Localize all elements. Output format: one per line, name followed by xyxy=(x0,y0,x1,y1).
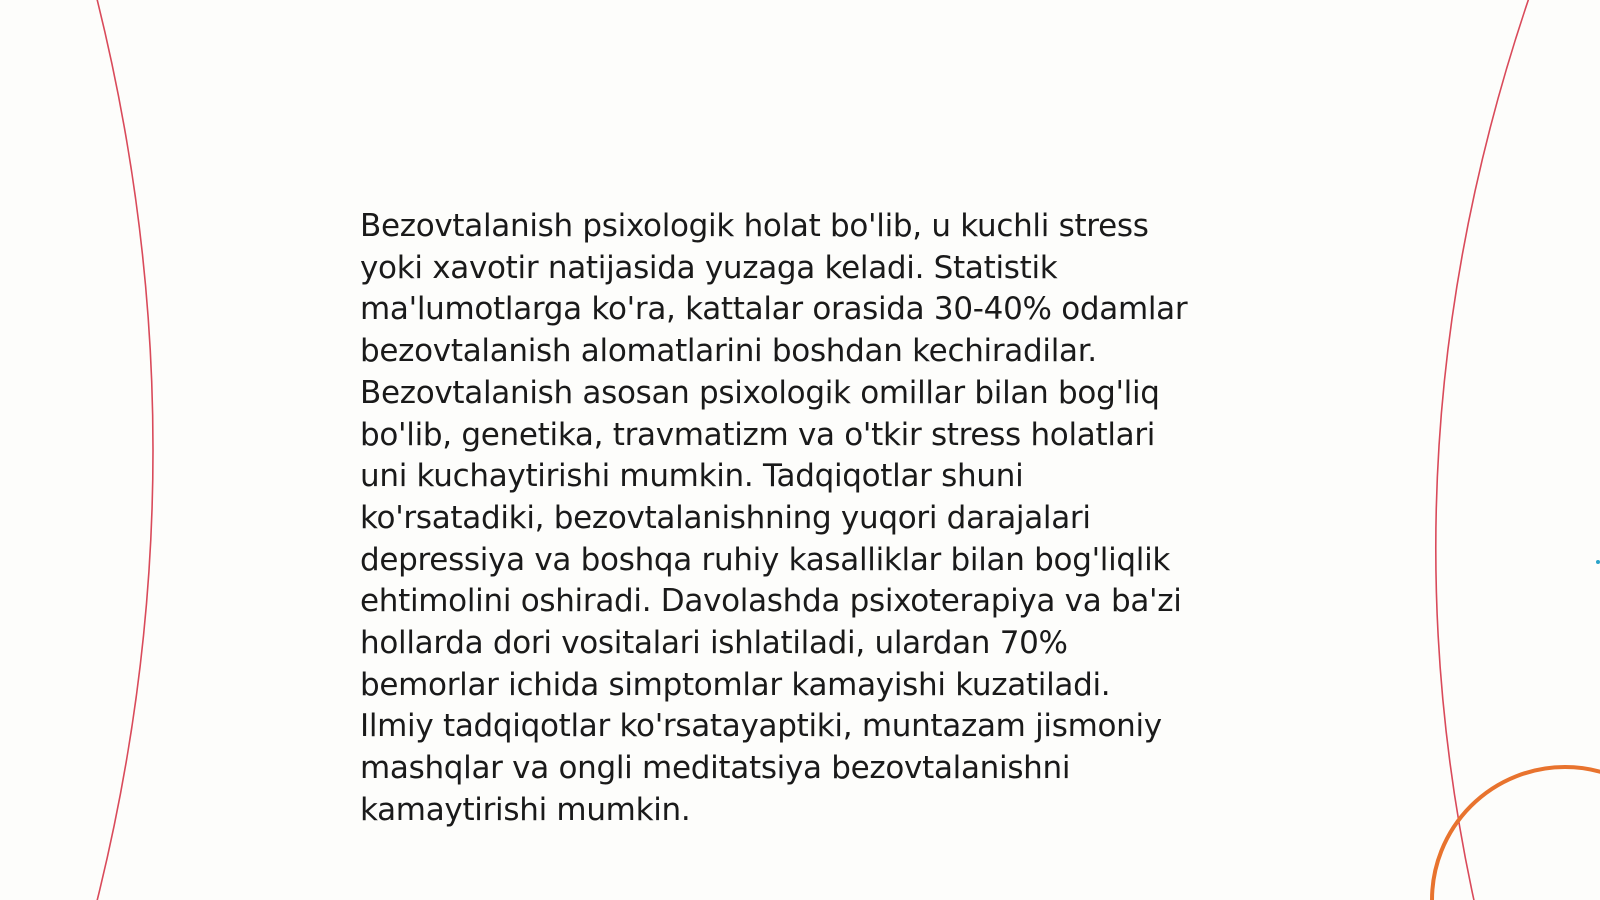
paragraph-line: bezovtalanish alomatlarini boshdan kechiradilar. xyxy=(360,333,1097,370)
accent-dot xyxy=(1596,560,1600,564)
orange-arc xyxy=(1432,767,1600,900)
paragraph-line: bo'lib, genetika, travmatizm va o'tkir stress holatlari xyxy=(360,416,1156,453)
paragraph-line: ehtimolini oshiradi. Davolashda psixoterapiya va ba'zi xyxy=(360,583,1182,620)
paragraph-line: ma'lumotlarga ko'ra, kattalar orasida 30-40% odamlar xyxy=(360,291,1188,328)
paragraph-line: yoki xavotir natijasida yuzaga keladi. Statistik xyxy=(360,249,1058,286)
paragraph-line: mashqlar va ongli meditatsiya bezovtalanishni xyxy=(360,750,1071,787)
paragraph-line: ko'rsatadiki, bezovtalanishning yuqori darajalari xyxy=(360,499,1091,536)
paragraph-line: Ilmiy tadqiqotlar ko'rsatayaptiki, muntazam jismoniy xyxy=(360,708,1162,745)
paragraph-line: Bezovtalanish psixologik holat bo'lib, u kuchli stress xyxy=(360,208,1149,244)
paragraph-line: depressiya va boshqa ruhiy kasalliklar bilan bog'liqlik xyxy=(360,541,1171,578)
paragraph-line: uni kuchaytirishi mumkin. Tadqiqotlar shuni xyxy=(360,458,1024,495)
paragraph-line: Bezovtalanish asosan psixologik omillar bilan bog'liq xyxy=(360,374,1160,411)
paragraph-line: hollarda dori vositalari ishlatiladi, ulardan 70% xyxy=(360,625,1068,662)
paragraph-line: bemorlar ichida simptomlar kamayishi kuzatiladi. xyxy=(360,666,1111,703)
paragraph-line: kamaytirishi mumkin. xyxy=(360,791,691,828)
body-paragraph xyxy=(360,206,1240,832)
right-curve-line xyxy=(1436,0,1530,900)
left-curve-line xyxy=(96,0,153,900)
